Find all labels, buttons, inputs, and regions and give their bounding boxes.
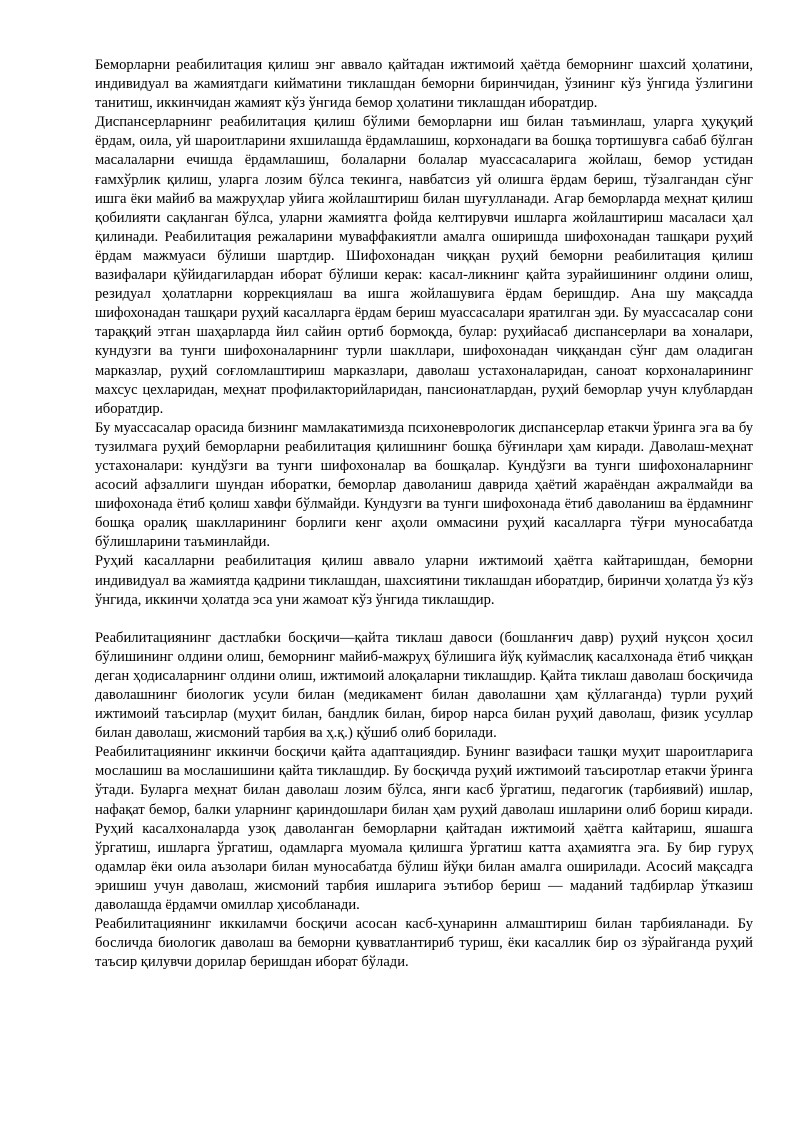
paragraph-3: Бу муассасалар орасида бизнинг мамлакатимизда психоневрологик диспансерлар етакчи ўринга эга ва бу тузилмага руҳий беморларни реабилитация қилишнинг бошқа бўғинлари ҳам киради. Даволаш-меҳнат устахоналари: кундўзги ва тунги шифохоналар ва бошқалар. Кундўзги ва тунги шифохоналарнинг асосий афзаллиги шундан иборатки, беморлар даволаниш даврида ҳаётий жараёндан ажралмайди ва шифохонада ётиб қолиш хавфи бўлмайди. Кундузги ва тунги шифохонада ётиб даволаниш ва ёрдамнинг бошқа оралиқ шаклларининг борлиги кенг аҳоли оммасини руҳий касалларга тўғри муносабатда бўлишларини таъминлайди. — [95, 419, 753, 551]
paragraph-4: Руҳий касалларни реабилитация қилиш аввало уларни ижтимоий ҳаётга кайтаришдан, беморни индивидуал ва жамиятда қадрини тиклашдан, шахсиятини тиклашдан иборатдир, биринчи ҳолатда ўз кўз ўнгида, иккинчи ҳолатда эса уни жамоат кўз ўнгида тиклашдир. — [95, 553, 753, 608]
paragraph-7: Реабилитациянинг иккиламчи босқичи асосан касб-ҳунаринн алмаштириш билан тарбияланади. Бу босличда биологик даволаш ва беморни қувватлантириб туриш, ёки касаллик бир оз зўрайганда руҳий таъсир қилувчи дорилар беришдан иборат бўлади. — [95, 916, 753, 971]
paragraph-1: Беморларни реабилитация қилиш энг аввало қайтадан ижтимоий ҳаётда беморнинг шахсий ҳолатини, индивидуал ва жамиятдаги кийматини тиклашдан беморни биринчидан, ўзининг кўз ўнгида ўзлигини танитиш, иккинчидан жамият кўз ўнгида бемор ҳолатини тиклашдан иборатдир. — [95, 57, 753, 112]
paragraph-6: Реабилитациянинг иккинчи босқичи қайта адаптациядир. Бунинг вазифаси ташқи муҳит шароитларига мослашиш ва мослашишини қайта тиклашдир. Бу босқичда руҳий ижтимоий таъсиротлар етакчи ўринга ўтади. Буларга меҳнат билан даволаш лозим бўлса, янги касб ўргатиш, педагогик (тарбиявий) ишлар, нафақат бемор, балки уларнинг қариндошлари билан ҳам руҳий даволаш ишларини олиб бориш киради. Руҳий касалхоналарда узоқ даволанган беморларни қайтадан ижтимоий ҳаётга кайтариш, яшашга ўргатиш, ишларга ўргатиш, одамларга муомала қилишга ўргатиш катта аҳамиятга эга. Бу бир гуруҳ одамлар ёки оила аъзолари билан муносабатда бўлиш йўқи билан амалга оширилади. Асосий мақсадга эришиш учун даволаш, жисмоний тарбия ишларига эътибор бериш — маданий тадбирлар ўтказиш даволашда ёрдамчи омиллар ҳисобланади. — [95, 744, 753, 914]
document-page — [95, 56, 753, 972]
paragraph-2: Диспансерларнинг реабилитация қилиш бўлими беморларни иш билан таъминлаш, уларга ҳуқуқий ёрдам, оила, уй шароитларини яхшилашда ёрдамлашиш, корхонадаги ва бошқа тортишувга сабаб бўлган масалаларни ечишда ёрдамлашиш, болаларни болалар муассасаларига жойлаш, бемор устидан ғамхўрлик қилиш, уларга лозим бўлса текинга, навбатсиз уй олишга ёрдам бериш, тўзалгандан сўнг ишга ёки майиб ва мажруҳлар уйига жойлаштириш билан шуғулланади. Агар беморларда меҳнат қилиш қобилияти сақланган бўлса, уларни жамиятга фойда келтирувчи ишларга жойлаштириш масаласи ҳал қилинади. Реабилитация режаларини муваффакиятли амалга оширишда шифохонадан ташқари руҳий ёрдам мажмуаси бўлиши шартдир. Шифохонадан чиққан руҳий беморни реабилитация қилиш вазифалари қўйидагилардан иборат бўлиши керак: касал-ликнинг қайта зурайишининг олдини олиш, резидуал ҳолатларни коррекциялаш ва ишга жойлашувига ёрдам беришдир. Ана шу мақсадда шифохонадан ташқари руҳий касалларга ёрдам бериш муассасалари яратилган эди. Бу муассасалар сони тараққий этган шаҳарларда йил сайин ортиб бормоқда, булар: руҳийасаб диспансерлари ва хоналари, кундузги ва тунги шифохоналарнинг турли шакллари, шифохонадан чиққандан сўнг дам оладиган марказлар, руҳий соғломлаштириш марказлари, даволаш устахоналаридан, саноат корхоналарининг махсус цехларидан, меҳнат профилакторийларидан, пансионатлардан, руҳий беморлар учун клублардан иборатдир. — [95, 114, 753, 417]
paragraph-5: Реабилитациянинг дастлабки босқичи—қайта тиклаш давоси (бошланғич давр) руҳий нуқсон ҳосил бўлишининг олдини олиш, беморнинг майиб-мажруҳ бўлишига йўқ куймаслиқ касалхонада ётиб чиққан деган ҳодисаларнинг олдини олиш, ижтимоий алоқаларни тиклашдир. Қайта тиклаш даволаш босқичида даволашнинг биологик усули билан (медикамент билан даволашни ҳам қўллаганда) турли руҳий ижтимоий таъсирлар (муҳит билан, бандлик билан, бирор нарса билан руҳий даволаш, физик усуллар билан даволаш, жисмоний тарбия ва ҳ.қ.) қўшиб олиб борилади. — [95, 629, 753, 742]
